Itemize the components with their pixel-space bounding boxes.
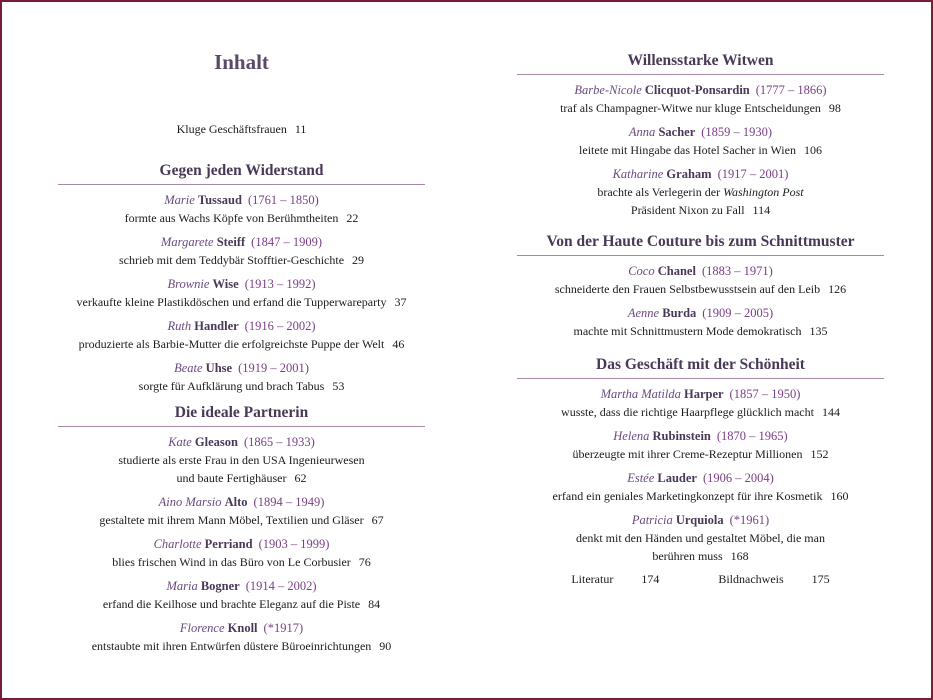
list-item — [517, 165, 884, 219]
description: studierte als erste Frau in den USA Ingenieurwesen und baute Fertighäuser — [118, 453, 365, 485]
description: gestaltete mit ihrem Mann Möbel, Textilien und Gläser — [99, 513, 364, 527]
first-name: Margarete — [161, 235, 214, 249]
life-years: (1859 – 1930) — [701, 125, 773, 139]
first-name: Barbe-Nicole — [574, 83, 642, 97]
first-name: Brownie — [167, 277, 210, 291]
section-die-ideale-partnerin — [58, 402, 425, 655]
newspaper-title: Washington Post — [723, 185, 804, 199]
life-years: (*1917) — [263, 621, 304, 635]
last-name: Chanel — [657, 264, 696, 278]
list-item — [517, 81, 884, 117]
last-name: Handler — [194, 319, 239, 333]
description: blies frischen Wind in das Büro von Le Corbusier — [112, 555, 351, 569]
description: leitete mit Hingabe das Hotel Sacher in Wien — [579, 143, 796, 157]
page-number: 53 — [332, 379, 345, 393]
description: sorgte für Aufklärung und brach Tabus — [138, 379, 325, 393]
first-name: Estée — [627, 471, 655, 485]
last-name: Urquiola — [675, 513, 724, 527]
page-title: Inhalt — [214, 50, 269, 74]
page-number: 126 — [828, 282, 847, 296]
list-item — [58, 493, 425, 529]
description: verkaufte kleine Plastikdöschen und erfand die Tupperwareparty — [76, 295, 387, 309]
first-name: Martha Matilda — [600, 387, 681, 401]
description: denkt mit den Händen und gestaltet Möbel, die man berühren muss — [576, 531, 825, 563]
life-years: (1847 – 1909) — [251, 235, 322, 249]
page-number: 175 — [811, 572, 830, 586]
life-years: (1870 – 1965) — [716, 429, 788, 443]
description: entstaubte mit ihren Entwürfen düstere Büroeinrichtungen — [91, 639, 372, 653]
last-name: Rubinstein — [652, 429, 711, 443]
intro-label: Kluge Geschäftsfrauen — [176, 122, 287, 136]
page-number: 174 — [641, 572, 660, 586]
first-name: Beate — [174, 361, 203, 375]
description: machte mit Schnittmustern Mode demokratisch — [573, 324, 802, 338]
description: schneiderte den Frauen Selbstbewusstsein auf den Leib — [554, 282, 821, 296]
life-years: (1777 – 1866) — [755, 83, 827, 97]
last-name: Steiff — [216, 235, 246, 249]
life-years: (1906 – 2004) — [702, 471, 774, 485]
list-item — [58, 577, 425, 613]
list-item — [517, 304, 884, 340]
description: schrieb mit dem Teddybär Stofftier-Geschichte — [118, 253, 345, 267]
page-number: 106 — [803, 143, 822, 157]
last-name: Uhse — [205, 361, 233, 375]
page-number: 37 — [394, 295, 407, 309]
first-name: Aino Marsio — [158, 495, 222, 509]
life-years: (1914 – 2002) — [245, 579, 317, 593]
list-item — [58, 233, 425, 269]
intro-entry — [58, 122, 425, 137]
description: überzeugte mit ihrer Creme-Rezeptur Millionen — [572, 447, 803, 461]
last-name: Lauder — [657, 471, 697, 485]
life-years: (1913 – 1992) — [244, 277, 316, 291]
last-name: Bogner — [200, 579, 240, 593]
last-name: Harper — [683, 387, 724, 401]
last-name: Tussaud — [197, 193, 242, 207]
page-number: 46 — [392, 337, 405, 351]
description: erfand ein geniales Marketingkonzept für ihre Kosmetik — [552, 489, 823, 503]
list-item — [58, 191, 425, 227]
first-name: Patricia — [631, 513, 673, 527]
list-item — [517, 469, 884, 505]
section-haute-couture — [517, 231, 884, 340]
description: traf als Champagner-Witwe nur kluge Entscheidungen — [560, 101, 821, 115]
description: produzierte als Barbie-Mutter die erfolgreichste Puppe der Welt — [78, 337, 385, 351]
page-number: 144 — [821, 405, 840, 419]
first-name: Katharine — [612, 167, 664, 181]
description: erfand die Keilhose und brachte Eleganz auf die Piste — [102, 597, 361, 611]
description: wusste, dass die richtige Haarpflege glücklich macht — [561, 405, 814, 419]
section-title: Von der Haute Couture bis zum Schnittmuster — [517, 231, 884, 256]
first-name: Marie — [164, 193, 195, 207]
section-gegen-jeden-widerstand — [58, 160, 425, 395]
section-title: Willensstarke Witwen — [517, 50, 884, 75]
first-name: Charlotte — [153, 537, 202, 551]
intro-page: 11 — [294, 122, 307, 136]
page-number: 114 — [752, 203, 771, 217]
list-item — [58, 275, 425, 311]
page-number: 76 — [358, 555, 371, 569]
page-number: 29 — [352, 253, 365, 267]
life-years: (1909 – 2005) — [702, 306, 774, 320]
first-name: Helena — [613, 429, 650, 443]
description: formte aus Wachs Köpfe von Berühmtheiten — [124, 211, 339, 225]
section-title: Das Geschäft mit der Schönheit — [517, 354, 884, 379]
last-name: Perriand — [204, 537, 253, 551]
life-years: (1919 – 2001) — [238, 361, 309, 375]
last-name: Knoll — [227, 621, 258, 635]
first-name: Anna — [628, 125, 656, 139]
description: Präsident Nixon zu Fall — [630, 203, 745, 217]
appendix-entries — [517, 572, 884, 587]
page-number: 62 — [294, 471, 307, 485]
page-number: 90 — [379, 639, 392, 653]
last-name: Burda — [662, 306, 697, 320]
life-years: (1916 – 2002) — [244, 319, 316, 333]
page-number: 152 — [810, 447, 829, 461]
list-item — [58, 317, 425, 353]
page-number: 67 — [371, 513, 384, 527]
life-years: (1761 – 1850) — [247, 193, 319, 207]
life-years: (1883 – 1971) — [701, 264, 773, 278]
last-name: Clicquot-Ponsardin — [644, 83, 750, 97]
list-item — [517, 262, 884, 298]
page-number: 84 — [368, 597, 381, 611]
page-number: 98 — [828, 101, 841, 115]
section-title: Gegen jeden Widerstand — [58, 160, 425, 185]
first-name: Kate — [168, 435, 192, 449]
last-name: Wise — [212, 277, 239, 291]
appendix-label: Literatur — [571, 572, 614, 586]
description-pre: brachte als Verlegerin der — [597, 185, 721, 199]
list-item — [58, 535, 425, 571]
list-item — [58, 433, 425, 487]
section-schoenheit — [517, 354, 884, 565]
page-number: 160 — [830, 489, 849, 503]
life-years: (1903 – 1999) — [258, 537, 330, 551]
appendix-label: Bildnachweis — [718, 572, 784, 586]
list-item — [58, 619, 425, 655]
first-name: Ruth — [167, 319, 192, 333]
section-willensstarke-witwen — [517, 50, 884, 219]
life-years: (1857 – 1950) — [729, 387, 801, 401]
life-years: (1917 – 2001) — [717, 167, 789, 181]
page-number: 168 — [730, 549, 749, 563]
last-name: Graham — [666, 167, 712, 181]
page-number: 135 — [809, 324, 828, 338]
appendix-literatur — [557, 572, 673, 586]
first-name: Maria — [166, 579, 198, 593]
first-name: Florence — [179, 621, 225, 635]
list-item — [517, 427, 884, 463]
first-name: Aenne — [627, 306, 660, 320]
section-title: Die ideale Partnerin — [58, 402, 425, 427]
list-item — [517, 123, 884, 159]
life-years: (*1961) — [729, 513, 770, 527]
appendix-bildnachweis — [704, 572, 843, 586]
life-years: (1865 – 1933) — [243, 435, 315, 449]
first-name: Coco — [628, 264, 655, 278]
list-item — [58, 359, 425, 395]
last-name: Sacher — [658, 125, 696, 139]
list-item — [517, 385, 884, 421]
life-years: (1894 – 1949) — [253, 495, 325, 509]
list-item — [517, 511, 884, 565]
last-name: Alto — [224, 495, 248, 509]
page-number: 22 — [346, 211, 359, 225]
last-name: Gleason — [194, 435, 238, 449]
